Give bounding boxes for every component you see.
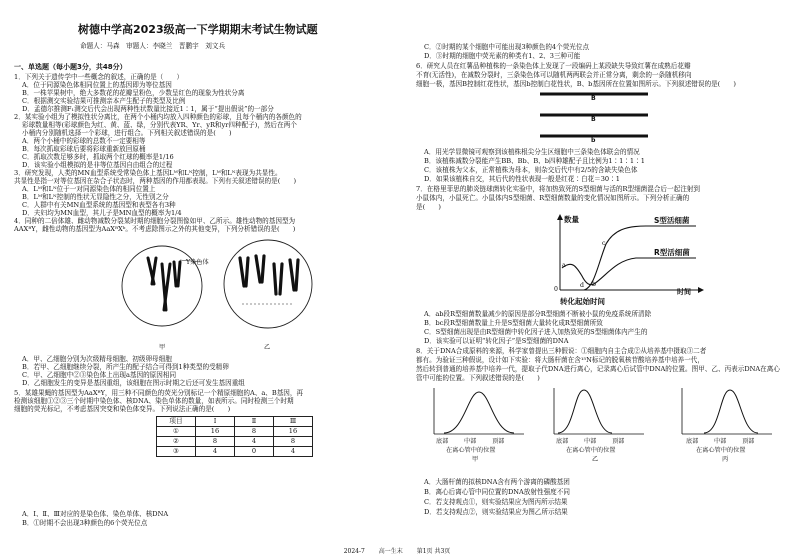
text-line: 1．下列关于遗传学中一些概念的叙述，正确的是（ ） xyxy=(14,73,184,81)
table-cell: 0 xyxy=(235,447,274,457)
y-axis-arrow xyxy=(557,214,563,220)
cell-a-outline xyxy=(122,246,202,326)
text-line: A．Lᴹ和Lᴺ位于一对同源染色体的相同位置上 xyxy=(22,185,156,193)
authors-line: 命题人：马森 审题人：李晓兰 晋鹏宇 刘文兵 xyxy=(80,42,226,50)
table-cell: ③ xyxy=(157,447,196,457)
exam-title: 树德中学高2023级高一下学期期末考试生物试题 xyxy=(78,23,318,36)
text-line: 都有。为验证三种假说，设计如下实验：将大肠杆菌在含¹⁵N标记的脱氧核苷酸培养基中培养一代， xyxy=(416,356,704,364)
cell-a-chromosomes xyxy=(148,258,180,310)
text-line: 然后转到普通的培养基中培养一代，提取子代DNA进行离心，记录离心后试管中DNA的位置。图甲、乙、丙表示DNA在离心 xyxy=(416,365,780,373)
tick-label: 中部 xyxy=(464,438,477,445)
x-axis-label: 转化起始时间 xyxy=(560,297,605,306)
option-d: D．乙细胞发生的变异是基因重组，该细胞在图示时期之后还可发生基因重组 xyxy=(22,379,245,387)
text-line: C．人群中有关MN血型系统的基因型和表型各有3种 xyxy=(22,201,176,209)
tick-label: 底部 xyxy=(436,438,449,445)
footer-date: 2024-7 xyxy=(343,548,365,555)
point-label-b: b xyxy=(592,281,596,288)
cell-b-outline xyxy=(224,240,312,328)
option-a: A．大肠杆菌的拟核DNA含有两个游离的磷酸基团 xyxy=(424,478,570,486)
text-line: 6．研究人员在红薯品种植株的一条染色体上发现了一段编码上某段缺失导致红薯在成熟后花瓣 xyxy=(416,62,691,70)
section-title: 一、单选题（每小题3分，共48分） xyxy=(14,63,127,71)
option-d: D．若支持观点②，则实验结果应为图乙所示结果 xyxy=(424,508,568,516)
origin-label: 0 xyxy=(554,286,558,293)
option-c: C．②时期的某个细胞中可能出现3种颜色的4个荧光位点 xyxy=(424,43,590,51)
cell-division-figure xyxy=(118,234,318,350)
text-line: 彩球数量相等(彩球颜色为红、黄、蓝、绿，分别代表YR、Yr、yR和yr四种配子)，然后在两个 xyxy=(22,121,297,129)
panel-label: 乙 xyxy=(592,456,599,463)
text-line: 细胞的荧光标记，不考虑基因突变和染色体变异。下列说法正确的是( ) xyxy=(14,405,231,413)
option-a: A．甲、乙细胞分别为次级精母细胞、初级卵母细胞 xyxy=(22,355,172,363)
tick-label: 顶部 xyxy=(492,438,505,445)
table-row xyxy=(157,447,313,457)
footer-page: 第1页 共3页 xyxy=(416,548,451,555)
option-a: A．ab段R型细菌数量减少的原因是部分R型细菌不断被小鼠的免疫系统所清除 xyxy=(424,310,652,318)
gene-label: B xyxy=(591,116,596,123)
option-d: D．该实验可以证明“转化因子”是S型细菌的DNA xyxy=(424,337,569,345)
option-d: D．如果该植株自交，其后代的性状表现一般是红花∶白花＝30∶1 xyxy=(424,175,620,183)
option-c: C．甲、乙细胞中②③染色体上出现a基因的原因相同 xyxy=(22,371,177,379)
text-line: 4．同种的二倍体雄、雌动物减数分裂某时期的细胞分裂图像如甲、乙所示。雄性动物的基因型为 xyxy=(14,217,296,225)
option-b: B．①时期不会出现3种颜色的6个荧光位点 xyxy=(22,519,148,527)
text-line: 5．某雄果蝇的基因型为AaXᴮY，用三种不同颜色的荧光分别标记一个精原细胞的A、a、B基因，再 xyxy=(14,389,304,397)
table-header-cell: Ⅱ xyxy=(235,417,274,427)
table-cell: 16 xyxy=(274,427,313,437)
footer-subject: 高一生末 xyxy=(378,548,403,555)
table-cell: ① xyxy=(157,427,196,437)
table-cell: 4 xyxy=(274,447,313,457)
text-line: 8．关于DNA合成原料的来源，科学家曾提出三种假说：①细胞内自主合成②从培养基中摄取③二者 xyxy=(416,347,707,355)
table-header-cell: 项目 xyxy=(157,417,196,427)
option-c: C．S型细菌出现是由R型细菌中转化因子进入加热致死的S型细菌体内产生的 xyxy=(424,328,648,336)
table-cell: 4 xyxy=(196,447,235,457)
cell-b-label: 乙 xyxy=(264,344,271,351)
text-line: C．抓取次数足够多时，抓取两个红球的概率是1/16 xyxy=(22,153,174,161)
table-cell: 8 xyxy=(235,427,274,437)
option-b: B．离心后离心管中同位置的DNA放射性强度不同 xyxy=(424,488,570,496)
table-cell: ② xyxy=(157,437,196,447)
point-label-d: d xyxy=(580,282,584,289)
text-line: D．孟德尔推测F₁测交后代会出现两种性状数量比接近1∶1，属于“提出假说”的一部分 xyxy=(22,105,274,113)
tick-label: 中部 xyxy=(714,438,727,445)
text-line: 3．研究发现，人类的MN血型系统受常染色体上基因Lᴹ和Lᴺ控制，Lᴹ和Lᴺ表现为共显性。 xyxy=(14,169,282,177)
option-b: B．该植株减数分裂能产生BB、Bb、B、b四种雄配子且比例为1∶1∶1∶1 xyxy=(424,157,645,165)
table-cell: 16 xyxy=(196,427,235,437)
table-row xyxy=(157,437,313,447)
text-line: 不育(无活性)，在减数分裂时，三条染色体可以随机两两联会并正常分离，剩余的一条随机移向 xyxy=(416,71,692,79)
text-line: 共显性是指一对等位基因在杂合子状态时，两种基因的作用都表现。下列有关叙述错误的是( ) xyxy=(14,177,297,185)
series-label-r: R型活细菌 xyxy=(654,248,690,257)
cell-b-chromosomes xyxy=(240,256,298,294)
text-line: B．Lᴹ和Lᴺ控制的性状无显隐性之分，无性别之分 xyxy=(22,193,169,201)
cell-a-label: 甲 xyxy=(159,344,166,351)
tick-label: 顶部 xyxy=(612,438,625,445)
text-line: D．该实验小组模拟的是非等位基因自由组合的过程 xyxy=(22,161,173,169)
table-cell: 4 xyxy=(235,437,274,447)
text-line: B．一株苹果树中，绝大多数花的花瓣呈粉色，少数呈红色的现象为性状分离 xyxy=(22,89,245,97)
gene-label: B xyxy=(591,95,596,102)
data-table xyxy=(156,416,313,457)
text-line: D．夫妇均为MN血型，其儿子是MN血型的概率为1/4 xyxy=(22,209,182,217)
panel-label: 甲 xyxy=(472,456,479,463)
y-chromosome-label: Y染色体 xyxy=(186,259,209,266)
text-line: B．每次抓取彩球后要将彩球重新放回原桶 xyxy=(22,145,146,153)
panel-label: 丙 xyxy=(722,456,729,463)
table-header-cell: Ⅲ xyxy=(274,417,313,427)
option-b: B．bc段R型细菌数量上升是S型细菌大量转化成R型细菌所致 xyxy=(424,319,603,327)
panel-caption: 在离心管中的位置 xyxy=(446,447,496,454)
panel-b xyxy=(554,388,644,434)
text-line: A．位于同源染色体相同位置上的基因即为等位基因 xyxy=(22,81,172,89)
y-axis-label: 数量 xyxy=(564,215,579,224)
text-line: 是( ) xyxy=(416,203,441,211)
option-a: A．用光学显微镜可观察到该植株根尖分生区细胞中三条染色体联会的情况 xyxy=(424,148,640,156)
panel-c xyxy=(682,388,772,434)
page-footer xyxy=(0,546,794,555)
tick-label: 中部 xyxy=(584,438,597,445)
text-line: AAXᴮY，雌性动物的基因型为AaXᴮXᵇ。不考虑除图示之外的其他变异，下列分析错误的是( ) xyxy=(14,225,296,233)
option-b: B．若甲、乙细胞继续分裂，所产生的配子结合可得到1种类型的受精卵 xyxy=(22,363,229,371)
tick-label: 底部 xyxy=(686,438,699,445)
table-cell: 8 xyxy=(274,437,313,447)
text-line: 检测该细胞①②③三个时期中染色体、核DNA、染色单体的数量，如表所示。同时检测三个时期 xyxy=(14,397,294,405)
panel-caption: 在离心管中的位置 xyxy=(566,447,616,454)
table-row xyxy=(157,427,313,437)
tick-label: 顶部 xyxy=(742,438,755,445)
point-label-c: c xyxy=(602,240,606,247)
option-d: D．③时期的细胞中荧光素的种类有1、2、3三种可能 xyxy=(424,52,581,60)
panel-caption: 在离心管中的位置 xyxy=(696,447,746,454)
series-label-s: S型活细菌 xyxy=(654,216,690,225)
centrifuge-figures xyxy=(424,384,784,444)
text-line: 管中可能的位置。下列叙述错误的是( ) xyxy=(416,374,540,382)
option-a: A．Ⅰ、Ⅱ、Ⅲ对应的是染色体、染色单体、核DNA xyxy=(22,510,169,518)
option-c: C．该植株为父本，正常植株为母本，则杂交后代中有2/5的含缺失染色体 xyxy=(424,166,638,174)
text-line: 7．在格里菲思的肺炎链球菌转化实验中，将加热致死的S型细菌与活的R型细菌混合后一起注射到 xyxy=(416,185,701,193)
table-cell: 8 xyxy=(196,437,235,447)
r-bacteria-line xyxy=(562,258,696,285)
table-header-cell: Ⅰ xyxy=(196,417,235,427)
text-line: C．根据测交实验结果可推测亲本产生配子的类型及比例 xyxy=(22,97,186,105)
text-line: 细胞一极，基因B控制红花性状，基因b控制白花性状，B、b基因所在位置如图所示。下列叙述错误的是( ) xyxy=(416,80,736,88)
point-label-a: a xyxy=(562,262,566,269)
tick-label: 底部 xyxy=(556,438,569,445)
option-c: C．若支持观点①，则实验结果应为图丙所示结果 xyxy=(424,498,568,506)
gene-label: b xyxy=(591,137,596,144)
text-line: 小鼠体内，小鼠死亡。小鼠体内S型细菌、R型细菌数量的变化情况如图所示。下列分析正确的 xyxy=(416,194,690,202)
panel-a xyxy=(434,388,524,434)
text-line: 2．某实验小组为了模拟性状分离比，在两个小桶内均放入四种颜色的彩球，且每个桶内的各颜色的 xyxy=(14,113,302,121)
text-line: A．两个小桶中的彩球的总数不一定要相等 xyxy=(22,137,146,145)
text-line: 小桶内分别随机选择一个彩球，进行组合。下列相关叙述错误的是( ) xyxy=(22,129,232,137)
table-header-row xyxy=(157,417,313,427)
x-axis-arrow xyxy=(698,287,704,293)
x-axis-end-label: 时间 xyxy=(677,288,691,296)
